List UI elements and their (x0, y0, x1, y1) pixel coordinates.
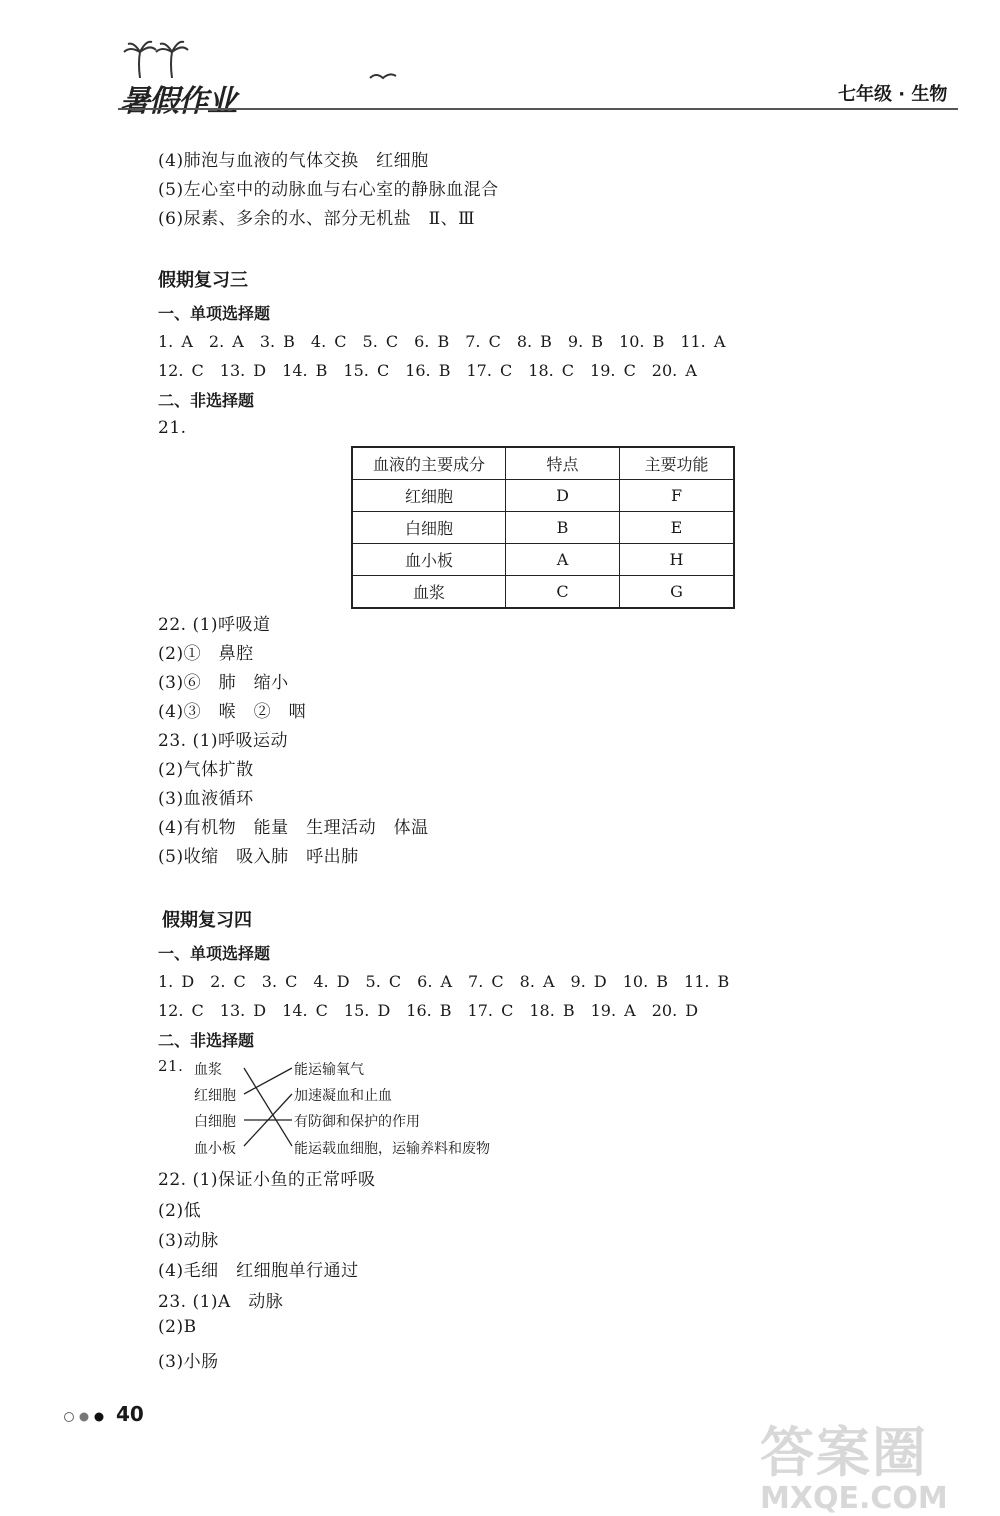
review3-line: (2)① 鼻腔 (158, 644, 254, 664)
intro-line-3: (6)尿素、多余的水、部分无机盐 Ⅱ、Ⅲ (158, 209, 476, 229)
table-row (352, 544, 734, 576)
page-dots-icon (62, 1410, 112, 1424)
matching-left-item: 红细胞 (194, 1088, 236, 1104)
blood-components-table (351, 446, 735, 609)
review3-line: (3)血液循环 (158, 789, 254, 809)
table-cell: F (620, 480, 735, 512)
review3-line: (5)收缩 吸入肺 呼出肺 (158, 847, 359, 867)
matching-left-item: 白细胞 (194, 1114, 236, 1130)
table-cell: A (506, 544, 620, 576)
review3-line: 22. (1)呼吸道 (158, 615, 271, 635)
review3-line: (4)③ 喉 ② 咽 (158, 702, 307, 722)
review3-title: 假期复习三 (158, 270, 248, 291)
table-cell: 白细胞 (352, 512, 506, 544)
table-header-row (352, 447, 734, 480)
review4-line: (2)低 (158, 1201, 202, 1221)
watermark (760, 1410, 948, 1516)
review4-section2: 二、非选择题 (158, 1031, 255, 1050)
matching-right-item: 加速凝血和止血 (294, 1088, 392, 1104)
matching-right-item: 有防御和保护的作用 (294, 1114, 420, 1130)
matching-lines (240, 1058, 296, 1158)
watermark-url: MXQE.COM (760, 1481, 948, 1516)
watermark-title: 答案圈 (760, 1421, 928, 1484)
table-row (352, 480, 734, 512)
palm-trees-icon (120, 38, 200, 78)
review3-line: (4)有机物 能量 生理活动 体温 (158, 818, 429, 838)
matching-right-item: 能运输氧气 (294, 1062, 364, 1078)
review4-line: (2)B (158, 1317, 197, 1337)
review3-q21: 21. (158, 418, 187, 438)
table-cell: 血小板 (352, 544, 506, 576)
table-cell: D (506, 480, 620, 512)
table-cell: 血浆 (352, 576, 506, 609)
review3-section1: 一、单项选择题 (158, 304, 271, 323)
series-logo: 暑假作业 (120, 84, 236, 119)
review3-line: (3)⑥ 肺 缩小 (158, 673, 289, 693)
table-cell: C (506, 576, 620, 609)
review3-section2: 二、非选择题 (158, 391, 255, 410)
table-cell: H (620, 544, 735, 576)
review4-answers-row2: 12. C 13. D 14. C 15. D 16. B 17. C 18. B 19. A 20. D (158, 1001, 699, 1020)
review4-section1: 一、单项选择题 (158, 944, 271, 963)
review4-answers-row1: 1. D 2. C 3. C 4. D 5. C 6. A 7. C 8. A 9. D 10. B 11. B (158, 972, 730, 991)
intro-line-1: (4)肺泡与血液的气体交换 红细胞 (158, 151, 429, 171)
table-cell: B (506, 512, 620, 544)
page-number: 40 (116, 1402, 144, 1426)
review4-line: (3)动脉 (158, 1231, 219, 1251)
review3-line: 23. (1)呼吸运动 (158, 731, 289, 751)
header-rule (118, 108, 958, 110)
table-header-cell: 血液的主要成分 (352, 447, 506, 480)
table-cell: 红细胞 (352, 480, 506, 512)
matching-right-item: 能运载血细胞，运输养料和废物 (294, 1141, 490, 1157)
table-row (352, 512, 734, 544)
review3-line: (2)气体扩散 (158, 760, 254, 780)
bird-icon (368, 70, 398, 84)
table-header-cell: 特点 (506, 447, 620, 480)
review4-line: (3)小肠 (158, 1352, 219, 1372)
review3-answers-row2: 12. C 13. D 14. B 15. C 16. B 17. C 18. C 19. C 20. A (158, 361, 697, 380)
matching-question-number: 21. (158, 1057, 184, 1075)
matching-left-item: 血浆 (194, 1062, 222, 1078)
review3-answers-row1: 1. A 2. A 3. B 4. C 5. C 6. B 7. C 8. B 9. B 10. B 11. A (158, 332, 726, 351)
review4-title: 假期复习四 (162, 910, 252, 931)
matching-left-item: 血小板 (194, 1141, 236, 1157)
review4-line: 22. (1)保证小鱼的正常呼吸 (158, 1170, 376, 1190)
intro-line-2: (5)左心室中的动脉血与右心室的静脉血混合 (158, 180, 499, 200)
table-header-cell: 主要功能 (620, 447, 735, 480)
grade-subject: 七年级 · 生物 (838, 84, 948, 105)
review4-line: 23. (1)A 动脉 (158, 1292, 284, 1312)
table-cell: E (620, 512, 735, 544)
table-cell: G (620, 576, 735, 609)
review4-line: (4)毛细 红细胞单行通过 (158, 1261, 359, 1281)
table-row (352, 576, 734, 609)
